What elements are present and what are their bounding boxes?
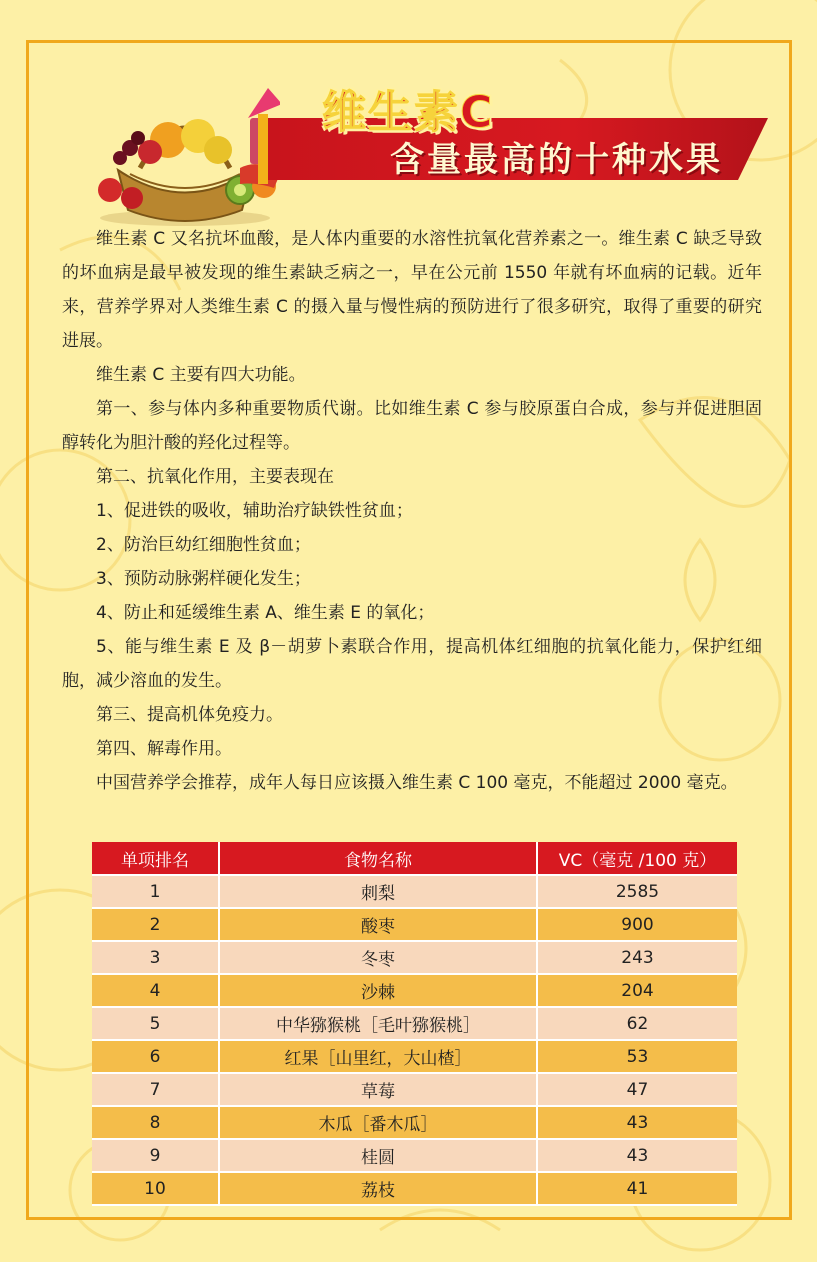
title-banner-edge xyxy=(258,114,268,184)
function-2-item-4: 4、防止和延缓维生素 A、维生素 E 的氧化； xyxy=(96,603,435,623)
vc-cell: 43 xyxy=(538,1140,737,1173)
functions-intro: 维生素 C 主要有四大功能。 xyxy=(96,365,306,385)
vc-cell: 204 xyxy=(538,975,737,1008)
intro-paragraph: 维生素 C 又名抗坏血酸，是人体内重要的水溶性抗氧化营养素之一。维生素 C 缺乏导致的坏血病是最早被发现的维生素缺乏病之一，早在公元前 1550 年就有坏血病的记载。近年来，营养学界对人类维生素 C 的摄入量与慢性病的预防进行了很多研究，取得了重要的研究进展。 xyxy=(62,229,762,351)
table-row xyxy=(92,942,737,975)
food-cell: 草莓 xyxy=(220,1074,538,1107)
function-4: 第四、解毒作用。 xyxy=(96,739,232,759)
food-cell: 刺梨 xyxy=(220,876,538,909)
table-row xyxy=(92,1008,737,1041)
food-cell: 沙棘 xyxy=(220,975,538,1008)
vc-cell: 41 xyxy=(538,1173,737,1206)
table-row xyxy=(92,1041,737,1074)
food-cell: 冬枣 xyxy=(220,942,538,975)
header xyxy=(90,70,780,230)
rank-cell: 1 xyxy=(92,876,220,909)
page-subtitle: 含量最高的十种水果 xyxy=(390,140,723,180)
rank-cell: 6 xyxy=(92,1041,220,1074)
function-2: 第二、抗氧化作用，主要表现在 xyxy=(96,467,334,487)
function-2-item-2: 2、防治巨幼红细胞性贫血； xyxy=(96,535,311,555)
recommendation-paragraph: 中国营养学会推荐，成年人每日应该摄入维生素 C 100 毫克，不能超过 2000 毫克。 xyxy=(96,773,738,793)
food-cell: 荔枝 xyxy=(220,1173,538,1206)
ranking-table xyxy=(92,842,737,1206)
rank-cell: 8 xyxy=(92,1107,220,1140)
vitamin-c-ranking-table xyxy=(92,842,737,1206)
table-row xyxy=(92,1140,737,1173)
table-row xyxy=(92,975,737,1008)
table-row xyxy=(92,909,737,942)
rank-cell: 4 xyxy=(92,975,220,1008)
food-cell: 中华猕猴桃［毛叶猕猴桃］ xyxy=(220,1008,538,1041)
rank-cell: 5 xyxy=(92,1008,220,1041)
vc-cell: 900 xyxy=(538,909,737,942)
rank-cell: 9 xyxy=(92,1140,220,1173)
function-2-item-1: 1、促进铁的吸收，辅助治疗缺铁性贫血； xyxy=(96,501,413,521)
rank-cell: 2 xyxy=(92,909,220,942)
rank-cell: 3 xyxy=(92,942,220,975)
vc-cell: 47 xyxy=(538,1074,737,1107)
table-row xyxy=(92,1107,737,1140)
food-cell: 木瓜［番木瓜］ xyxy=(220,1107,538,1140)
function-1: 第一、参与体内多种重要物质代谢。比如维生素 C 参与胶原蛋白合成，参与并促进胆固醇转化为胆汁酸的羟化过程等。 xyxy=(62,399,762,453)
vc-cell: 2585 xyxy=(538,876,737,909)
article-body xyxy=(62,222,762,800)
food-cell: 酸枣 xyxy=(220,909,538,942)
table-row xyxy=(92,876,737,909)
table-row xyxy=(92,1173,737,1206)
function-3: 第三、提高机体免疫力。 xyxy=(96,705,283,725)
vc-cell: 62 xyxy=(538,1008,737,1041)
page-title: 维生素C xyxy=(322,87,495,138)
table-row xyxy=(92,1074,737,1107)
table-header-row xyxy=(92,842,737,876)
header-vc-content: VC（毫克 /100 克） xyxy=(538,842,737,876)
rank-cell: 10 xyxy=(92,1173,220,1206)
header-rank: 单项排名 xyxy=(92,842,220,876)
vc-cell: 243 xyxy=(538,942,737,975)
vc-cell: 43 xyxy=(538,1107,737,1140)
function-2-item-5: 5、能与维生素 E 及 β－胡萝卜素联合作用，提高机体红细胞的抗氧化能力，保护红细胞，减少溶血的发生。 xyxy=(62,637,762,691)
rank-cell: 7 xyxy=(92,1074,220,1107)
header-food-name: 食物名称 xyxy=(220,842,538,876)
function-2-item-3: 3、预防动脉粥样硬化发生； xyxy=(96,569,311,589)
food-cell: 红果［山里红，大山楂］ xyxy=(220,1041,538,1074)
fruit-basket-illustration xyxy=(90,78,280,228)
food-cell: 桂圆 xyxy=(220,1140,538,1173)
vc-cell: 53 xyxy=(538,1041,737,1074)
